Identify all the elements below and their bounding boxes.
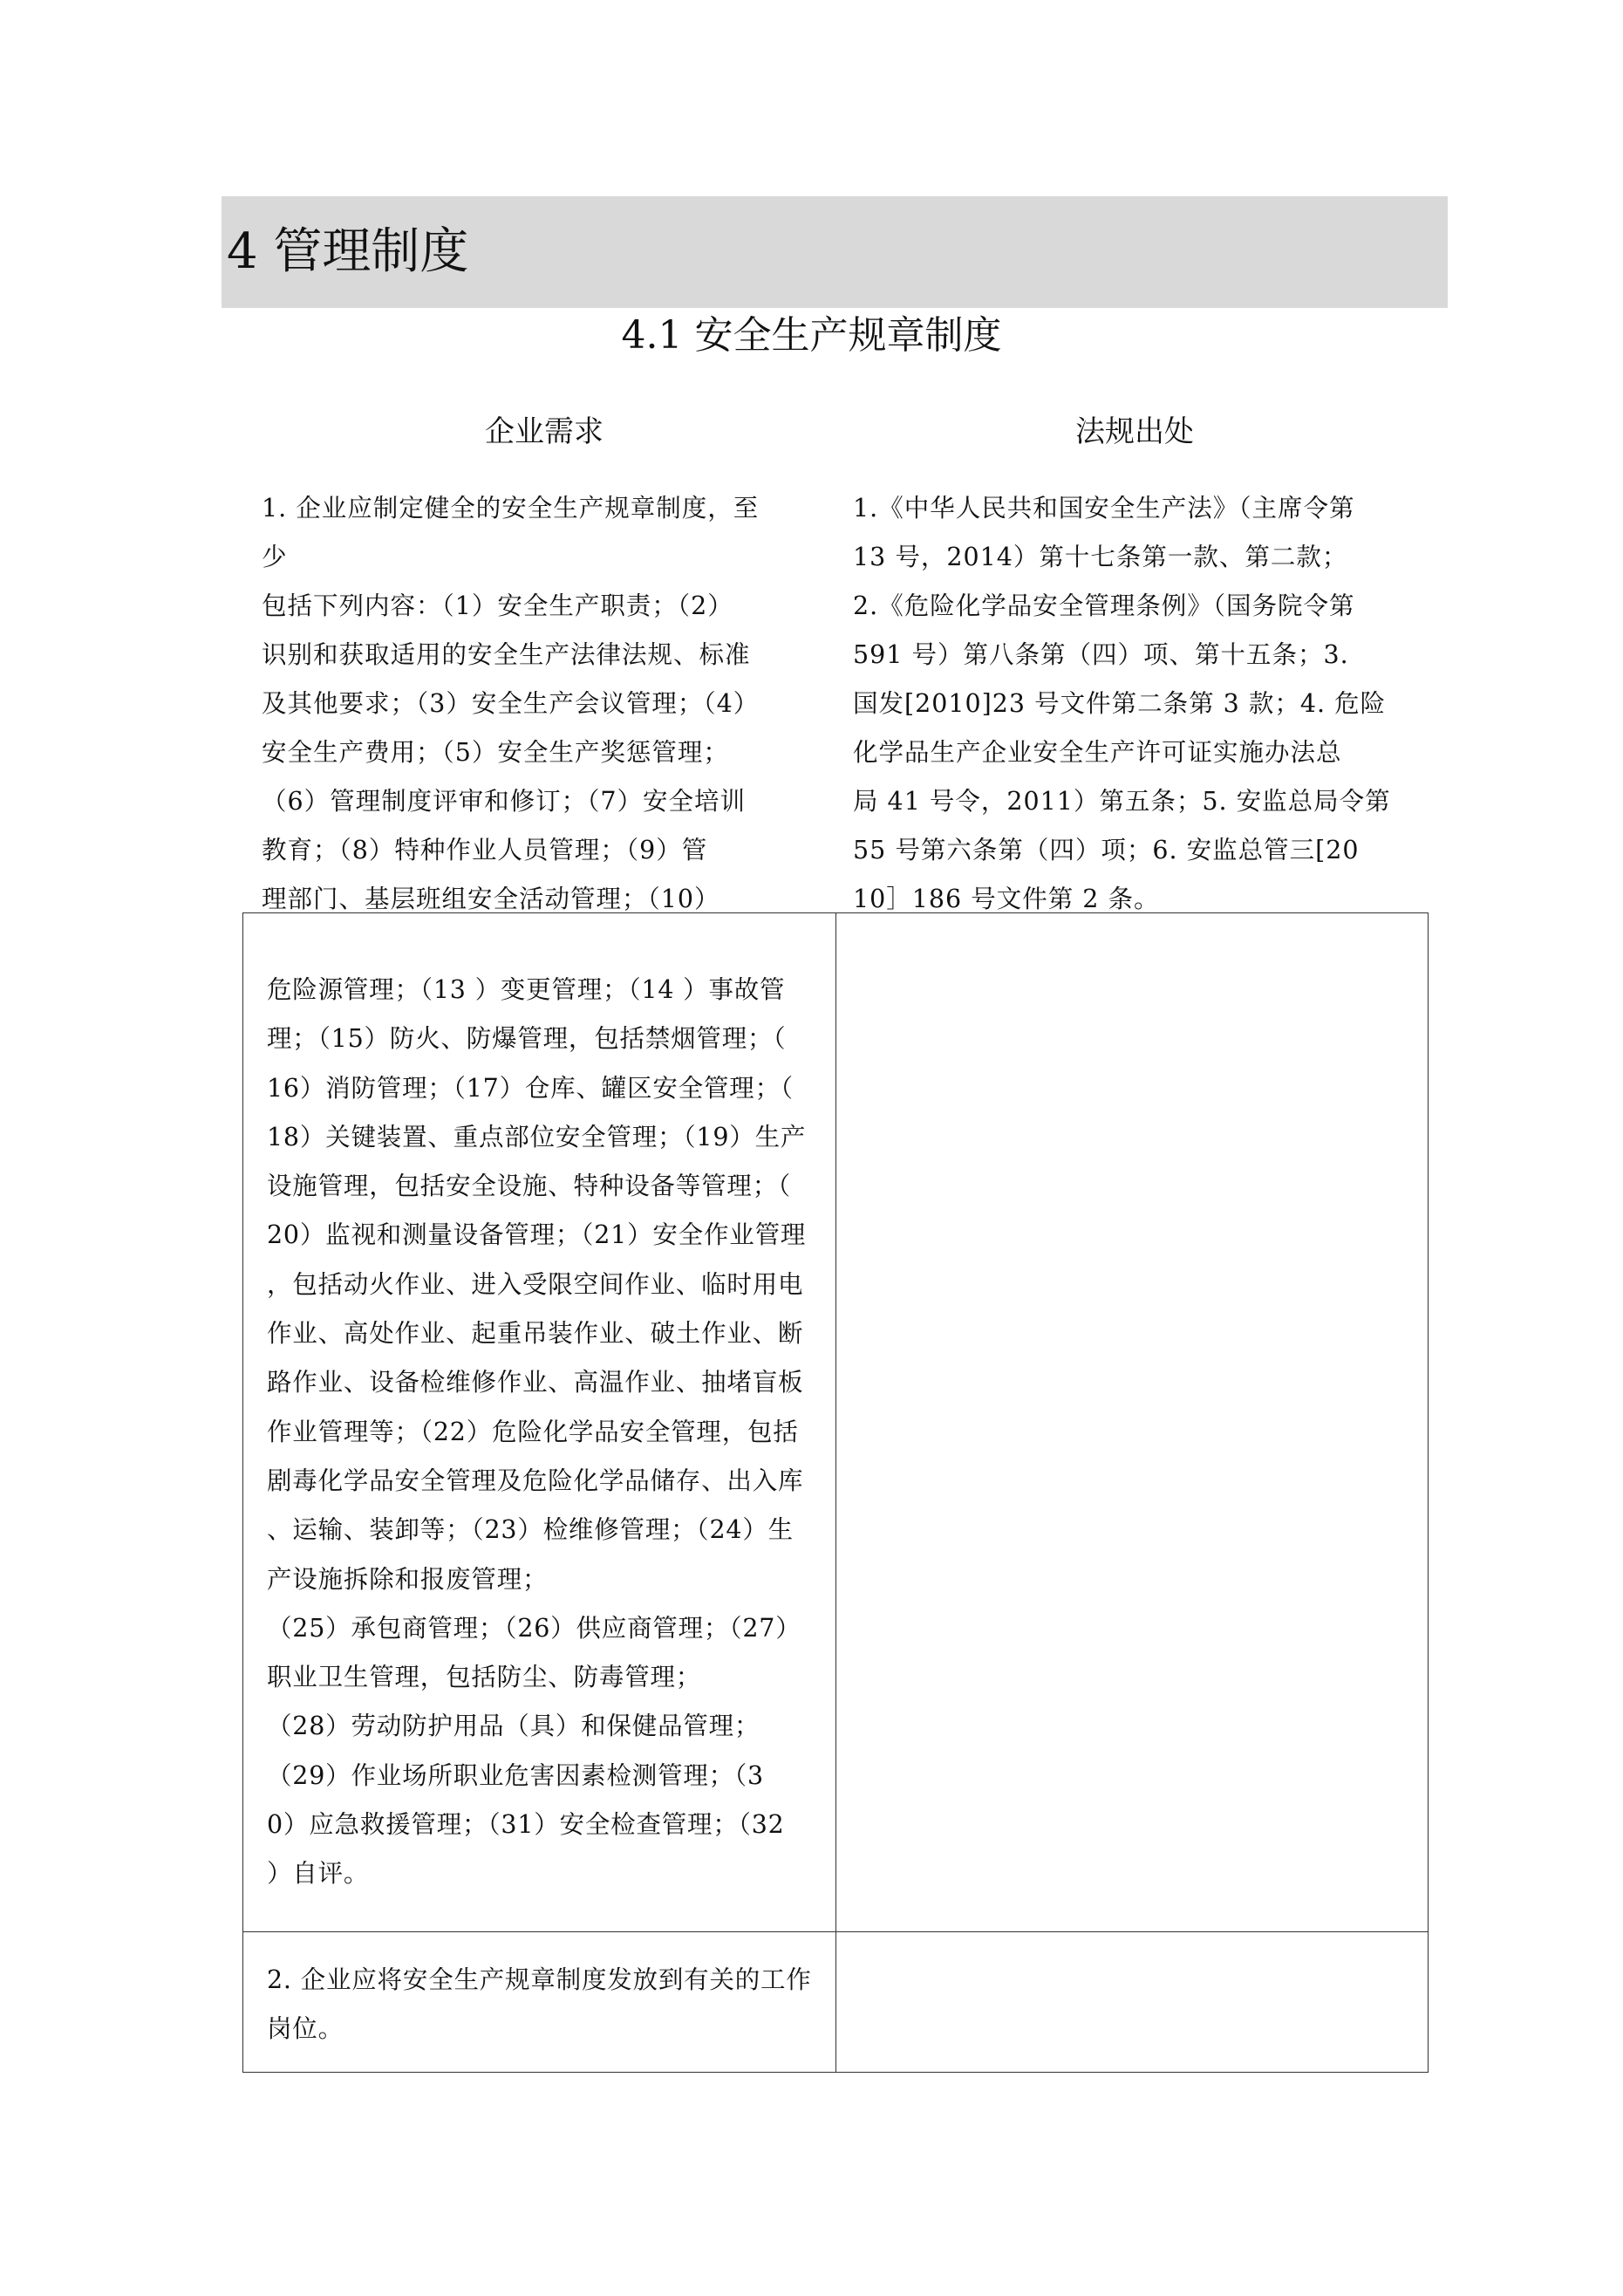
table-row: [243, 913, 1429, 1932]
subsection-title: 4.1 安全生产规章制度: [621, 313, 1002, 358]
requirement-1-text: [262, 484, 759, 924]
regulation-1-text: [853, 484, 1391, 924]
text-line: 危险源管理；（13 ）变更管理；（14 ）事故管: [267, 975, 786, 1004]
text-line: 国发[2010]23 号文件第二条第 3 款；4. 危险: [853, 689, 1387, 718]
text-line: ）自评。: [267, 1859, 370, 1889]
text-line: 安全生产费用；（5）安全生产奖惩管理；: [262, 738, 729, 767]
text-line: 20）监视和测量设备管理；（21）安全作业管理: [267, 1220, 807, 1250]
text-line: 2.《危险化学品安全管理条例》（国务院令第: [853, 591, 1355, 620]
text-line: 10］186 号文件第 2 条。: [853, 885, 1160, 913]
text-line: ，包括动火作业、进入受限空间作业、临时用电: [267, 1269, 804, 1299]
section-title: 4 管理制度: [227, 223, 469, 280]
text-line: 16）消防管理；（17）仓库、罐区安全管理；（: [267, 1073, 794, 1103]
text-line: 理；（15）防火、防爆管理，包括禁烟管理；（: [267, 1024, 787, 1054]
text-line: 55 号第六条第（四）项；6. 安监总管三[20: [853, 836, 1360, 864]
text-line: 及其他要求；（3）安全生产会议管理；（4）: [262, 689, 760, 718]
text-line: 局 41 号令，2011）第五条；5. 安监总局令第: [853, 787, 1391, 816]
text-line: 剧毒化学品安全管理及危险化学品储存、出入库: [267, 1466, 804, 1495]
text-line: 作业管理等；（22）危险化学品安全管理，包括: [267, 1417, 799, 1446]
text-line: 包括下列内容：（1）安全生产职责；（2）: [262, 591, 733, 620]
requirement-cell: [243, 913, 836, 1932]
text-line: 岗位。: [267, 2014, 344, 2044]
text-line: 、运输、装卸等；（23）检维修管理；（24）生: [267, 1515, 794, 1545]
requirement-cell: [243, 1932, 836, 2073]
text-line: 13 号，2014）第十七条第一款、第二款；: [853, 543, 1348, 571]
text-line: 18）关键装置、重点部位安全管理；（19）生产: [267, 1122, 807, 1151]
text-line: 1.《中华人民共和国安全生产法》（主席令第: [853, 494, 1355, 523]
text-line: 理部门、基层班组安全活动管理；（10）: [262, 885, 720, 913]
column-header-regulations: 法规出处: [1075, 414, 1194, 449]
text-line: 产设施拆除和报废管理；: [267, 1564, 549, 1594]
text-line: （28）劳动防护用品（具）和保健品管理；: [267, 1712, 760, 1741]
text-line: 设施管理，包括安全设施、特种设备等管理；（: [267, 1172, 792, 1201]
text-line: （29）作业场所职业危害因素检测管理；（3: [267, 1760, 764, 1790]
requirement-2-text: [243, 1932, 835, 2054]
text-line: 教育；（8）特种作业人员管理；（9）管: [262, 836, 708, 864]
table-row: [243, 1932, 1429, 2073]
section-heading: [222, 196, 1448, 308]
text-line: 591 号）第八条第（四）项、第十五条；3.: [853, 640, 1349, 669]
text-line: （25）承包商管理；（26）供应商管理；（27）: [267, 1613, 801, 1643]
requirements-table: [242, 912, 1429, 2073]
text-line: 作业、高处作业、起重吊装作业、破土作业、断: [267, 1319, 804, 1349]
requirement-1-continued: [243, 913, 835, 1899]
text-line: 1. 企业应制定健全的安全生产规章制度，至: [262, 494, 760, 523]
text-line: （6）管理制度评审和修订；（7）安全培训: [262, 787, 747, 816]
text-line: 2. 企业应将安全生产规章制度发放到有关的工作: [267, 1965, 812, 1994]
text-line: 路作业、设备检维修作业、高温作业、抽堵盲板: [267, 1368, 804, 1397]
text-line: 化学品生产企业安全生产许可证实施办法总: [853, 738, 1342, 767]
regulation-cell: [836, 1932, 1429, 2073]
text-line: 少: [262, 543, 288, 571]
regulation-cell: [836, 913, 1429, 1932]
text-line: 识别和获取适用的安全生产法律法规、标准: [262, 640, 751, 669]
text-line: 0）应急救援管理；（31）安全检查管理；（32: [267, 1810, 785, 1840]
text-line: 职业卫生管理，包括防尘、防毒管理；: [267, 1663, 702, 1692]
column-header-requirements: 企业需求: [485, 414, 604, 449]
